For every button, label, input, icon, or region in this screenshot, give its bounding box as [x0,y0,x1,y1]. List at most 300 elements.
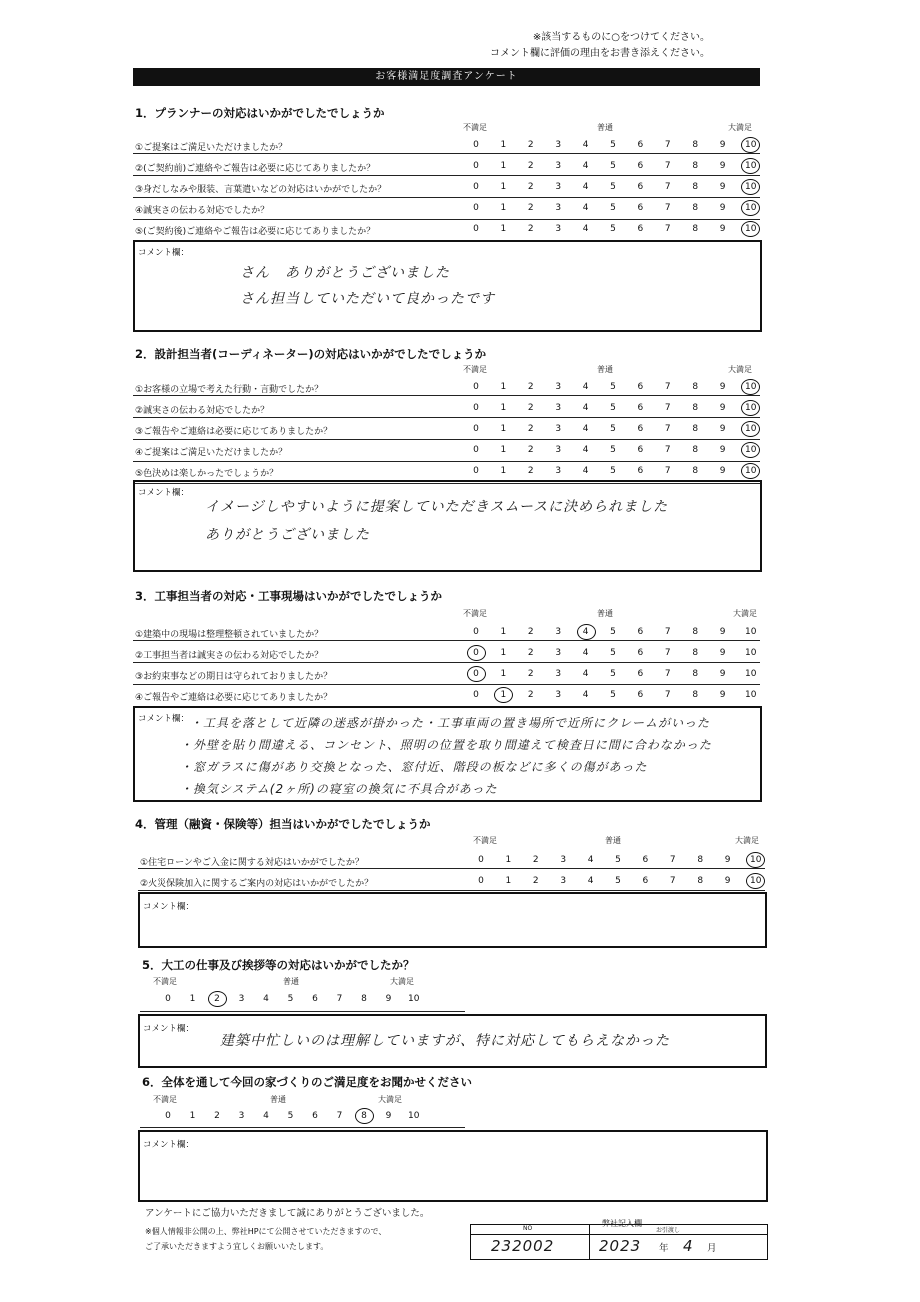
scale-number-8[interactable]: 8 [697,876,704,886]
scale-number-10[interactable]: 10 [745,224,757,234]
selected-rating-circle [355,1108,374,1124]
scale-number-2[interactable]: 2 [214,1111,220,1121]
scale-number-7[interactable]: 7 [664,690,671,700]
scale-number-3[interactable]: 3 [555,466,562,476]
scale-number-5[interactable]: 5 [615,855,621,865]
scale-number-4[interactable]: 4 [582,424,589,434]
scale-low-label: 不満足 [153,1095,177,1104]
scale-number-7[interactable]: 7 [336,994,343,1004]
scale-number-8[interactable]: 8 [692,445,699,455]
section-5-scale [163,994,463,1010]
scale-number-2[interactable]: 2 [527,648,534,658]
scale-number-8[interactable]: 8 [692,224,699,234]
scale-number-10[interactable]: 10 [745,203,757,213]
section-4-questions [138,847,765,891]
comment-label: コメント欄： [138,488,190,498]
comment-label: コメント欄： [138,714,190,724]
office-use-label: 弊社記入欄 [602,1219,642,1228]
scale-mid-label: 普通 [597,365,613,374]
scale-number-7[interactable]: 7 [664,403,671,413]
scale-number-10[interactable]: 10 [750,876,762,886]
scale-number-5[interactable]: 5 [287,994,294,1004]
scale-number-0[interactable]: 0 [473,690,479,700]
section-1-title: 1．プランナーの対応はいかがでしたでしょうか [135,106,385,120]
section-4-title: 4．管理（融資・保険等）担当はいかがでしたでしょうか [135,817,431,831]
scale-number-3[interactable]: 3 [555,627,562,637]
scale-number-4[interactable]: 4 [582,403,589,413]
scale-number-2[interactable]: 2 [527,403,534,413]
scale-number-10[interactable]: 10 [745,690,757,700]
scale-number-2[interactable]: 2 [527,466,534,476]
scale-number-1[interactable]: 1 [500,403,507,413]
scale-number-2[interactable]: 2 [527,182,534,192]
scale-number-5[interactable]: 5 [610,669,616,679]
scale-number-2[interactable]: 2 [527,224,534,234]
scale-low-label: 不満足 [473,836,497,845]
selected-rating-circle [741,158,760,174]
scale-number-3[interactable]: 3 [555,203,562,213]
scale-number-6[interactable]: 6 [642,855,649,865]
scale-number-8[interactable]: 8 [692,424,699,434]
section-4-comment-box[interactable] [138,892,767,948]
scale-number-1[interactable]: 1 [500,182,507,192]
scale-number-5[interactable]: 5 [610,424,616,434]
comment-line: 建築中忙しいのは理解していますが、特に対応してもらえなかった [220,1033,670,1049]
scale-number-0[interactable]: 0 [478,855,484,865]
scale-number-0[interactable]: 0 [473,203,479,213]
scale-number-10[interactable]: 10 [745,627,757,637]
year-unit: 年 [659,1243,669,1254]
scale-number-4[interactable]: 4 [582,690,589,700]
question-label: ③ご報告やご連絡は必要に応じてありましたか？ [135,427,333,437]
scale-number-6[interactable]: 6 [637,627,644,637]
scale-number-9[interactable]: 9 [719,627,726,637]
scale-number-3[interactable]: 3 [238,994,245,1004]
scale-number-8[interactable]: 8 [692,627,699,637]
selected-rating-circle [208,991,227,1007]
scale-number-9[interactable]: 9 [719,140,726,150]
scale-number-3[interactable]: 3 [555,424,562,434]
scale-number-4[interactable]: 4 [582,648,589,658]
scale-number-7[interactable]: 7 [664,203,671,213]
scale-number-3[interactable]: 3 [555,182,562,192]
scale-number-8[interactable]: 8 [692,648,699,658]
scale-number-3[interactable]: 3 [555,140,562,150]
section-1-comment-box[interactable] [133,240,762,332]
no-label: NO [523,1225,533,1232]
section-5-title: 5．大工の仕事及び挨拶等の対応はいかがでしたか？ [142,958,415,972]
scale-number-2[interactable]: 2 [527,445,534,455]
office-use-box [470,1224,768,1260]
scale-high-label: 大満足 [728,123,752,132]
scale-number-10[interactable]: 10 [745,161,757,171]
scale-number-0[interactable]: 0 [473,382,479,392]
scale-number-6[interactable]: 6 [637,382,644,392]
scale-number-4[interactable]: 4 [587,876,594,886]
scale-number-9[interactable]: 9 [385,994,392,1004]
selected-rating-circle [741,442,760,458]
section-6-comment-box[interactable] [138,1130,768,1202]
scale-number-10[interactable]: 10 [745,424,757,434]
scale-number-9[interactable]: 9 [724,855,731,865]
scale-number-7[interactable]: 7 [664,182,671,192]
selected-rating-circle [746,852,765,868]
scale-number-0[interactable]: 0 [473,224,479,234]
section-5-scale-rule [140,1011,465,1012]
scale-number-7[interactable]: 7 [664,140,671,150]
selected-rating-circle [741,137,760,153]
selected-rating-circle [741,179,760,195]
customer-number: 232002 [491,1237,555,1255]
scale-number-1[interactable]: 1 [500,627,507,637]
scale-number-3[interactable]: 3 [555,669,562,679]
section-3-questions [133,619,760,707]
scale-number-5[interactable]: 5 [610,648,616,658]
question-label: ②工事担当者は誠実さの伝わる対応でしたか？ [135,651,324,661]
scale-number-10[interactable]: 10 [408,994,420,1004]
scale-number-10[interactable]: 10 [408,1111,420,1121]
scale-number-9[interactable]: 9 [719,690,726,700]
scale-number-4[interactable]: 4 [582,140,589,150]
section-2-questions [133,374,760,484]
scale-number-6[interactable]: 6 [637,140,644,150]
scale-number-6[interactable]: 6 [637,224,644,234]
scale-number-8[interactable]: 8 [692,182,699,192]
scale-number-1[interactable]: 1 [500,424,507,434]
scale-high-label: 大満足 [735,836,759,845]
scale-number-8[interactable]: 8 [692,669,699,679]
scale-number-0[interactable]: 0 [473,669,479,679]
scale-number-3[interactable]: 3 [555,403,562,413]
scale-number-7[interactable]: 7 [664,466,671,476]
scale-number-10[interactable]: 10 [745,382,757,392]
question-label: ③お約束事などの期日は守られておりましたか？ [135,672,333,682]
scale-number-0[interactable]: 0 [473,445,479,455]
scale-number-2[interactable]: 2 [527,161,534,171]
section-2-comment-box[interactable] [133,480,762,572]
scale-number-5[interactable]: 5 [615,876,621,886]
scale-number-0[interactable]: 0 [473,424,479,434]
scale-number-9[interactable]: 9 [719,445,726,455]
scale-number-9[interactable]: 9 [719,382,726,392]
selected-rating-circle [741,400,760,416]
scale-high-label: 大満足 [378,1095,402,1104]
scale-number-1[interactable]: 1 [500,690,507,700]
instruction-note-circle: ※該当するものに○をつけてください。 [532,32,710,43]
scale-number-3[interactable]: 3 [555,648,562,658]
scale-number-0[interactable]: 0 [473,648,479,658]
scale-number-5[interactable]: 5 [610,627,616,637]
scale-number-6[interactable]: 6 [637,690,644,700]
scale-number-2[interactable]: 2 [532,876,539,886]
selected-rating-circle [741,221,760,237]
scale-number-2[interactable]: 2 [527,424,534,434]
scale-number-2[interactable]: 2 [527,203,534,213]
scale-number-7[interactable]: 7 [664,445,671,455]
comment-line: さん ありがとうございました [240,265,450,281]
scale-mid-label: 普通 [270,1095,286,1104]
scale-number-5[interactable]: 5 [610,161,616,171]
scale-number-10[interactable]: 10 [750,855,762,865]
scale-high-label: 大満足 [390,977,414,986]
comment-label: コメント欄： [143,902,195,912]
comment-line: ・外壁を貼り間違える、コンセント、照明の位置を取り間違えて検査日に間に合わなかった [180,738,712,752]
scale-number-7[interactable]: 7 [664,648,671,658]
scale-number-10[interactable]: 10 [745,140,757,150]
handover-month: 4 [683,1237,694,1255]
comment-line: ・換気システム(2ヶ所)の寝室の換気に不具合があった [180,782,498,796]
scale-number-9[interactable]: 9 [719,161,726,171]
scale-number-1[interactable]: 1 [500,445,507,455]
scale-number-1[interactable]: 1 [500,382,507,392]
scale-mid-label: 普通 [597,609,613,618]
scale-number-10[interactable]: 10 [745,445,757,455]
scale-number-9[interactable]: 9 [719,424,726,434]
scale-number-0[interactable]: 0 [473,403,479,413]
scale-number-5[interactable]: 5 [610,182,616,192]
selected-rating-circle [741,200,760,216]
section-2-title: 2．設計担当者(コーディネーター)の対応はいかがでしたでしょうか [135,347,487,361]
question-label: ②誠実さの伝わる対応でしたか？ [135,406,270,416]
scale-number-6[interactable]: 6 [637,403,644,413]
question-label: ②火災保険加入に関するご案内の対応はいかがでしたか？ [140,879,374,889]
scale-number-5[interactable]: 5 [610,445,616,455]
scale-number-5[interactable]: 5 [610,690,616,700]
scale-number-6[interactable]: 6 [642,876,649,886]
scale-low-label: 不満足 [463,609,487,618]
scale-number-9[interactable]: 9 [719,224,726,234]
question-label: ①ご提案はご満足いただけましたか？ [135,143,288,153]
question-label: ①お客様の立場で考えた行動・言動でしたか？ [135,385,324,395]
scale-number-8[interactable]: 8 [697,855,704,865]
comment-line: ・窓ガラスに傷があり交換となった、窓付近、階段の板などに多くの傷があった [180,760,648,774]
scale-high-label: 大満足 [733,609,757,618]
scale-number-8[interactable]: 8 [361,994,367,1004]
selected-rating-circle [741,463,760,479]
scale-low-label: 不満足 [153,977,177,986]
scale-number-3[interactable]: 3 [560,855,567,865]
scale-number-4[interactable]: 4 [582,669,589,679]
scale-number-8[interactable]: 8 [692,382,699,392]
scale-number-3[interactable]: 3 [560,876,567,886]
scale-number-2[interactable]: 2 [527,140,534,150]
scale-number-7[interactable]: 7 [669,855,676,865]
scale-number-2[interactable]: 2 [214,994,220,1004]
comment-label: コメント欄： [143,1024,195,1034]
scale-number-0[interactable]: 0 [473,182,479,192]
section-6-title: 6．全体を通して今回の家づくりのご満足度をお聞かせください [142,1075,472,1089]
scale-number-2[interactable]: 2 [532,855,539,865]
comment-label: コメント欄： [143,1140,195,1150]
scale-number-6[interactable]: 6 [637,424,644,434]
scale-number-2[interactable]: 2 [527,627,534,637]
scale-number-9[interactable]: 9 [719,203,726,213]
scale-number-8[interactable]: 8 [692,466,699,476]
scale-number-0[interactable]: 0 [473,627,479,637]
scale-number-2[interactable]: 2 [527,690,534,700]
survey-banner-title: お客様満足度調査アンケート [133,68,760,86]
question-label: ④ご報告やご連絡は必要に応じてありましたか？ [135,693,333,703]
question-label: ①住宅ローンやご入金に関する対応はいかがでしたか？ [140,858,364,868]
comment-line: ・工具を落として近隣の迷惑が掛かった・工事車両の置き場所で近所にクレームがいった [190,716,711,730]
scale-number-4[interactable]: 4 [587,855,594,865]
scale-number-2[interactable]: 2 [527,382,534,392]
scale-number-3[interactable]: 3 [555,382,562,392]
section-6-scale [163,1111,463,1127]
scale-number-7[interactable]: 7 [664,627,671,637]
scale-number-1[interactable]: 1 [505,855,512,865]
scale-number-1[interactable]: 1 [500,669,507,679]
scale-number-5[interactable]: 5 [610,140,616,150]
scale-number-1[interactable]: 1 [500,140,507,150]
scale-number-6[interactable]: 6 [312,994,318,1004]
scale-number-0[interactable]: 0 [473,140,479,150]
scale-number-8[interactable]: 8 [361,1111,367,1121]
comment-line: イメージしやすいように提案していただきスムースに決められました [205,499,669,515]
scale-number-3[interactable]: 3 [555,161,562,171]
footer-privacy-line2: ご了承いただきますよう宜しくお願いいたします。 [145,1242,329,1251]
scale-number-4[interactable]: 4 [582,382,589,392]
handover-label: お引渡し [656,1227,681,1234]
scale-number-4[interactable]: 4 [582,224,589,234]
office-box-divider [471,1234,767,1235]
scale-number-5[interactable]: 5 [610,203,616,213]
scale-number-4[interactable]: 4 [582,445,589,455]
scale-number-8[interactable]: 8 [692,403,699,413]
scale-number-8[interactable]: 8 [692,140,699,150]
scale-number-0[interactable]: 0 [165,1111,171,1121]
scale-number-0[interactable]: 0 [478,876,484,886]
scale-high-label: 大満足 [728,365,752,374]
section-3-comment-box[interactable] [133,706,762,802]
scale-number-3[interactable]: 3 [555,690,562,700]
scale-number-2[interactable]: 2 [527,669,534,679]
comment-label: コメント欄： [138,248,190,258]
month-unit: 月 [707,1243,717,1254]
scale-number-9[interactable]: 9 [719,466,726,476]
scale-number-6[interactable]: 6 [637,466,644,476]
comment-line: さん担当していただいて良かったです [240,291,495,307]
section-5-comment-box[interactable] [138,1014,767,1068]
scale-low-label: 不満足 [463,365,487,374]
scale-low-label: 不満足 [463,123,487,132]
scale-number-6[interactable]: 6 [637,669,644,679]
scale-number-10[interactable]: 10 [745,669,757,679]
question-label: ②(ご契約前)ご連絡やご報告は必要に応じてありましたか？ [135,164,376,174]
scale-number-1[interactable]: 1 [189,994,196,1004]
selected-rating-circle [741,379,760,395]
scale-mid-label: 普通 [283,977,299,986]
section-1-questions [133,132,760,242]
scale-number-6[interactable]: 6 [637,203,644,213]
scale-number-8[interactable]: 8 [692,690,699,700]
scale-number-4[interactable]: 4 [582,182,589,192]
scale-number-4[interactable]: 4 [582,466,589,476]
selected-rating-circle [746,873,765,889]
scale-number-7[interactable]: 7 [664,669,671,679]
handover-year: 2023 [599,1237,642,1255]
selected-rating-circle [467,666,486,682]
scale-number-10[interactable]: 10 [745,403,757,413]
scale-number-5[interactable]: 5 [287,1111,294,1121]
scale-mid-label: 普通 [597,123,613,132]
scale-number-8[interactable]: 8 [692,161,699,171]
scale-number-1[interactable]: 1 [505,876,512,886]
scale-number-1[interactable]: 1 [500,203,507,213]
scale-number-9[interactable]: 9 [719,669,726,679]
scale-number-9[interactable]: 9 [385,1111,392,1121]
selected-rating-circle [467,645,486,661]
instruction-note-comment: コメント欄に評価の理由をお書き添えください。 [490,48,710,59]
scale-number-5[interactable]: 5 [610,403,616,413]
scale-number-4[interactable]: 4 [263,1111,269,1121]
scale-number-7[interactable]: 7 [664,161,671,171]
question-label: ④誠実さの伝わる対応でしたか？ [135,206,270,216]
scale-number-3[interactable]: 3 [238,1111,245,1121]
scale-number-4[interactable]: 4 [582,627,589,637]
comment-line: ありがとうございました [205,527,370,543]
scale-number-9[interactable]: 9 [719,648,726,658]
section-6-scale-rule [140,1127,465,1128]
scale-number-4[interactable]: 4 [582,203,589,213]
scale-number-10[interactable]: 10 [745,466,757,476]
scale-number-0[interactable]: 0 [165,994,171,1004]
scale-number-9[interactable]: 9 [719,403,726,413]
scale-number-7[interactable]: 7 [664,382,671,392]
scale-number-1[interactable]: 1 [189,1111,196,1121]
scale-number-7[interactable]: 7 [664,424,671,434]
question-label: ④ご提案はご満足いただけましたか？ [135,448,288,458]
section-3-title: 3．工事担当者の対応・工事現場はいかがでしたでしょうか [135,589,442,603]
scale-number-5[interactable]: 5 [610,224,616,234]
office-box-separator [589,1225,590,1259]
question-label: ③身だしなみや服装、言葉遣いなどの対応はいかがでしたか？ [135,185,387,195]
footer-thanks: アンケートにご協力いただきまして誠にありがとうございました。 [145,1208,430,1219]
scale-number-1[interactable]: 1 [500,161,507,171]
scale-number-5[interactable]: 5 [610,382,616,392]
question-label: ⑤(ご契約後)ご連絡やご報告は必要に応じてありましたか？ [135,227,376,237]
scale-number-4[interactable]: 4 [582,161,589,171]
scale-number-7[interactable]: 7 [664,224,671,234]
scale-number-7[interactable]: 7 [336,1111,343,1121]
scale-number-5[interactable]: 5 [610,466,616,476]
scale-number-3[interactable]: 3 [555,445,562,455]
scale-number-9[interactable]: 9 [719,182,726,192]
scale-number-6[interactable]: 6 [637,182,644,192]
scale-number-6[interactable]: 6 [637,161,644,171]
scale-number-0[interactable]: 0 [473,161,479,171]
scale-number-3[interactable]: 3 [555,224,562,234]
scale-number-1[interactable]: 1 [500,224,507,234]
scale-mid-label: 普通 [605,836,621,845]
selected-rating-circle [577,624,596,640]
scale-number-9[interactable]: 9 [724,876,731,886]
scale-number-0[interactable]: 0 [473,466,479,476]
scale-number-10[interactable]: 10 [745,648,757,658]
selected-rating-circle [741,421,760,437]
scale-number-8[interactable]: 8 [692,203,699,213]
question-label: ①建築中の現場は整理整頓されていましたか？ [135,630,324,640]
scale-number-6[interactable]: 6 [312,1111,318,1121]
scale-number-1[interactable]: 1 [500,648,507,658]
scale-number-10[interactable]: 10 [745,182,757,192]
scale-number-6[interactable]: 6 [637,648,644,658]
scale-number-4[interactable]: 4 [263,994,269,1004]
footer-privacy-line1: ※個人情報非公開の上、弊社HPにて公開させていただきますので、 [145,1227,387,1236]
scale-number-7[interactable]: 7 [669,876,676,886]
scale-number-6[interactable]: 6 [637,445,644,455]
scale-number-1[interactable]: 1 [500,466,507,476]
